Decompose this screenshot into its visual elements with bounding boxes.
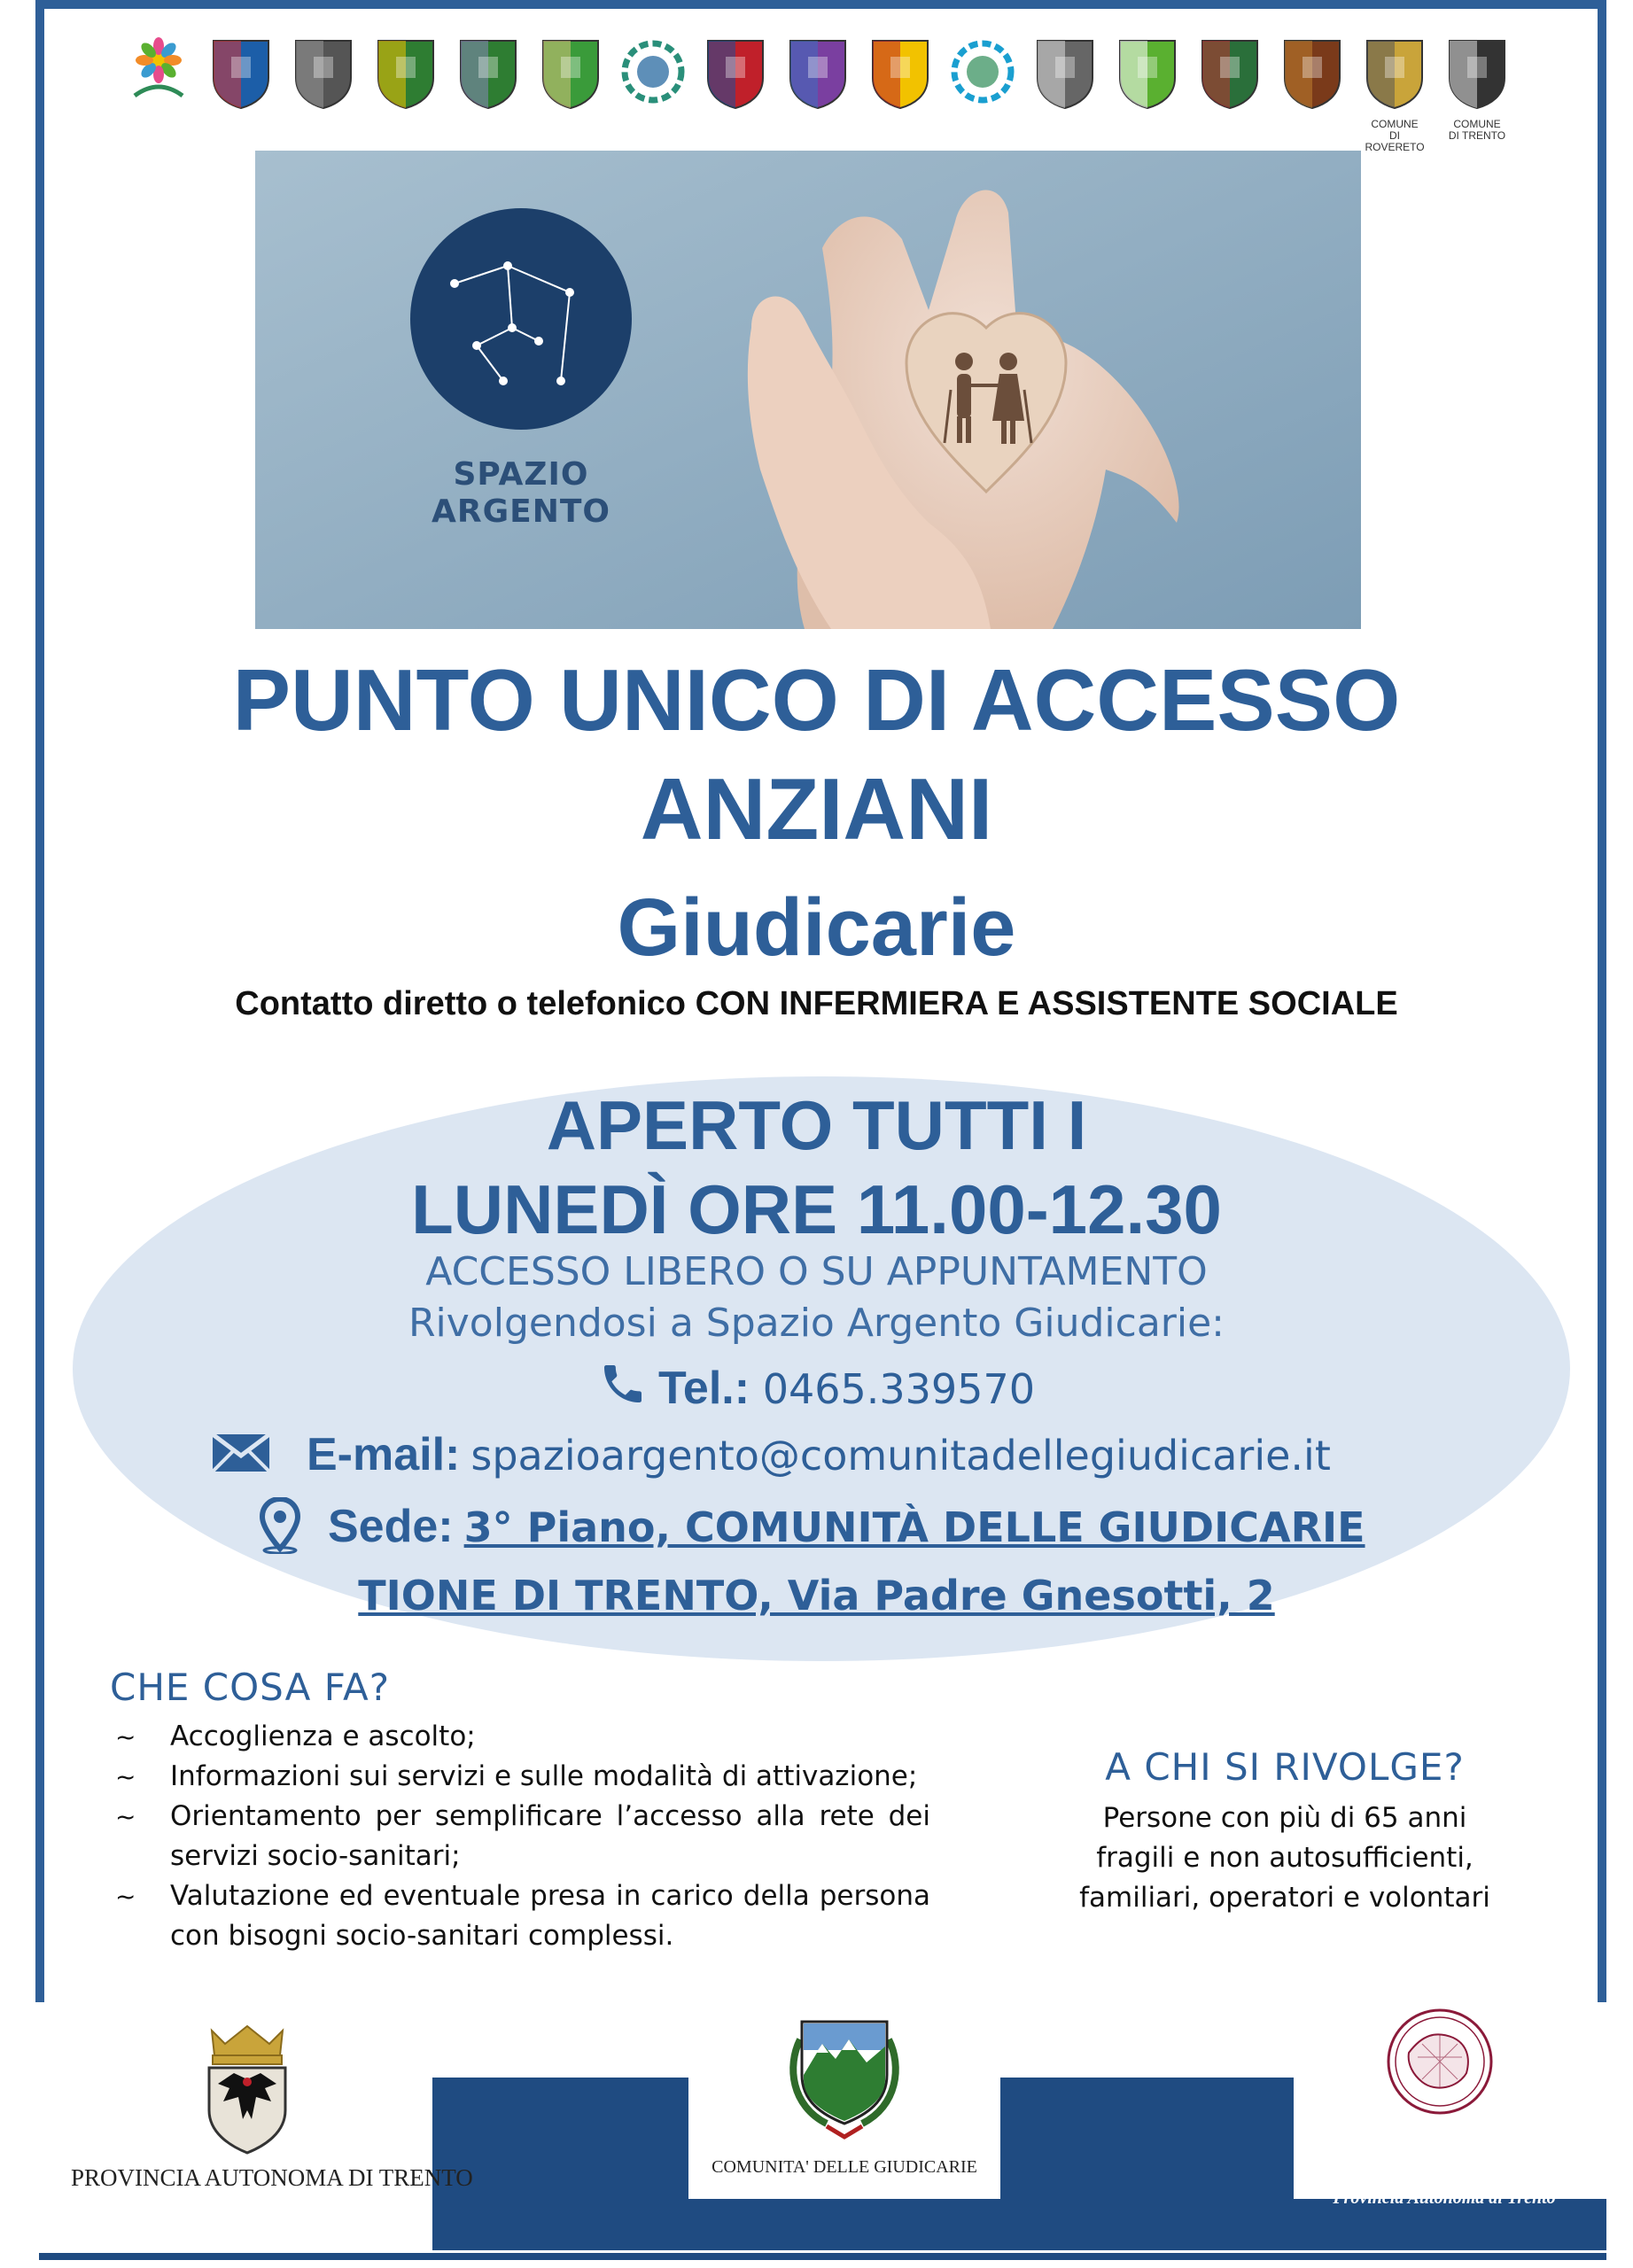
services-heading: CHE COSA FA? [110,1666,391,1709]
diagonal-crest-icon [1197,34,1263,110]
services-list-item: ~ Orientamento per semplificare l’accesso alla rete dei servizi socio-sanitari; [115,1797,930,1876]
apss-name [1298,2126,1590,2183]
hours-line-1: APERTO TUTTI I [546,1086,1087,1164]
frame-border-top [35,0,1606,9]
address-value-line-2[interactable]: TIONE DI TRENTO, Via Padre Gnesotti, 2 [358,1572,1275,1619]
quartered-crest-icon [373,34,439,110]
spazio-argento-banner [255,151,1361,629]
services-list-item: ~ Valutazione ed eventuale presa in carico della persona con bisogni socio-sanitari complessi. [115,1876,930,1956]
envelope-icon [211,1433,271,1473]
logo-word-2: ARGENTO [431,493,610,530]
tel-label: Tel.: [658,1363,750,1414]
tel-value[interactable]: 0465.339570 [762,1365,1035,1413]
apss-name-line-2: per i Servizi Sanitari [1326,2153,1562,2185]
rovereto-crest-icon [1362,34,1427,110]
target-line-1: Persone con più di 65 anni [1102,1802,1467,1834]
target-line-2: fragili e non autosufficienti, [1096,1842,1474,1874]
tree-crest-icon [538,34,603,110]
address-label: Sede: [328,1501,454,1552]
telephone-row [0,1359,1633,1415]
services-list [115,1717,930,1956]
green-square-logo-icon [1115,34,1180,110]
email-label: E-mail: [307,1429,461,1480]
services-list-item: ~ Accoglienza e ascolto; [115,1717,930,1757]
email-value[interactable]: spazioargento@comunitadellegiudicarie.it [470,1432,1331,1480]
address-line-2-row [0,1572,1633,1619]
pat-caption: PROVINCIA AUTONOMA DI TRENTO [71,2164,473,2191]
address-row [257,1497,1365,1554]
crest-label: COMUNE DI TRENTO [1448,118,1506,142]
stripes-crest-icon [785,34,851,110]
shield-crest-icon [208,34,274,110]
apss-logo-icon [1382,2004,1497,2119]
comunita-giudicarie-crest-icon [774,2004,915,2146]
yellow-red-crest-icon [867,34,933,110]
title-line-3: Giudicarie [617,882,1016,973]
target-line-3: familiari, operatori e volontari [1079,1882,1490,1914]
apss-subtitle: Provincia Autonoma di Trento [1333,2188,1556,2208]
castle-crest-icon [291,34,356,110]
title-line-1: PUNTO UNICO DI ACCESSO [232,651,1401,749]
title-line-2: ANZIANI [640,760,993,858]
hands-holding-heart-icon [255,151,1361,629]
flower-crest-icon [126,34,191,110]
wreath-crest-icon [620,34,686,110]
services-list-item: ~ Informazioni sui servizi e sulle modalità di attivazione; [115,1757,930,1797]
spazio-argento-logo-text [406,456,636,531]
round-logo-icon [950,34,1015,110]
apss-name-line-1: Azienda Provinciale [1329,2124,1559,2156]
target-heading: A CHI SI RIVOLGE? [1105,1745,1465,1789]
footer-bottom-line [39,2253,1606,2260]
mountain-crest-icon [455,34,521,110]
address-value-line-1[interactable]: 3° Piano, COMUNITÀ DELLE GIUDICARIE [463,1503,1365,1551]
target-description [1054,1798,1515,1918]
trento-eagle-crest-icon [1444,34,1510,110]
crest-label: COMUNE DI ROVERETO [1365,118,1425,153]
comunita-caption: COMUNITA' DELLE GIUDICARIE [712,2157,977,2177]
contact-via-text: Rivolgendosi a Spazio Argento Giudicarie: [408,1301,1225,1346]
access-mode-text: ACCESSO LIBERO O SU APPUNTAMENTO [425,1249,1208,1294]
logo-word-1: SPAZIO [453,456,589,493]
location-pin-icon [257,1497,303,1554]
red-shield-crest-icon [703,34,768,110]
hours-line-2: LUNEDÌ ORE 11.00-12.30 [411,1170,1222,1248]
ornate-crest-icon [1279,34,1345,110]
email-row [211,1428,1331,1481]
phone-icon [598,1359,648,1409]
tower-crest-icon [1032,34,1098,110]
contact-subtitle: Contatto diretto o telefonico CON INFERMIERA E ASSISTENTE SOCIALE [235,985,1398,1022]
pat-logo-panel [39,2004,432,2253]
trentino-eagle-crest-icon [198,2022,296,2155]
